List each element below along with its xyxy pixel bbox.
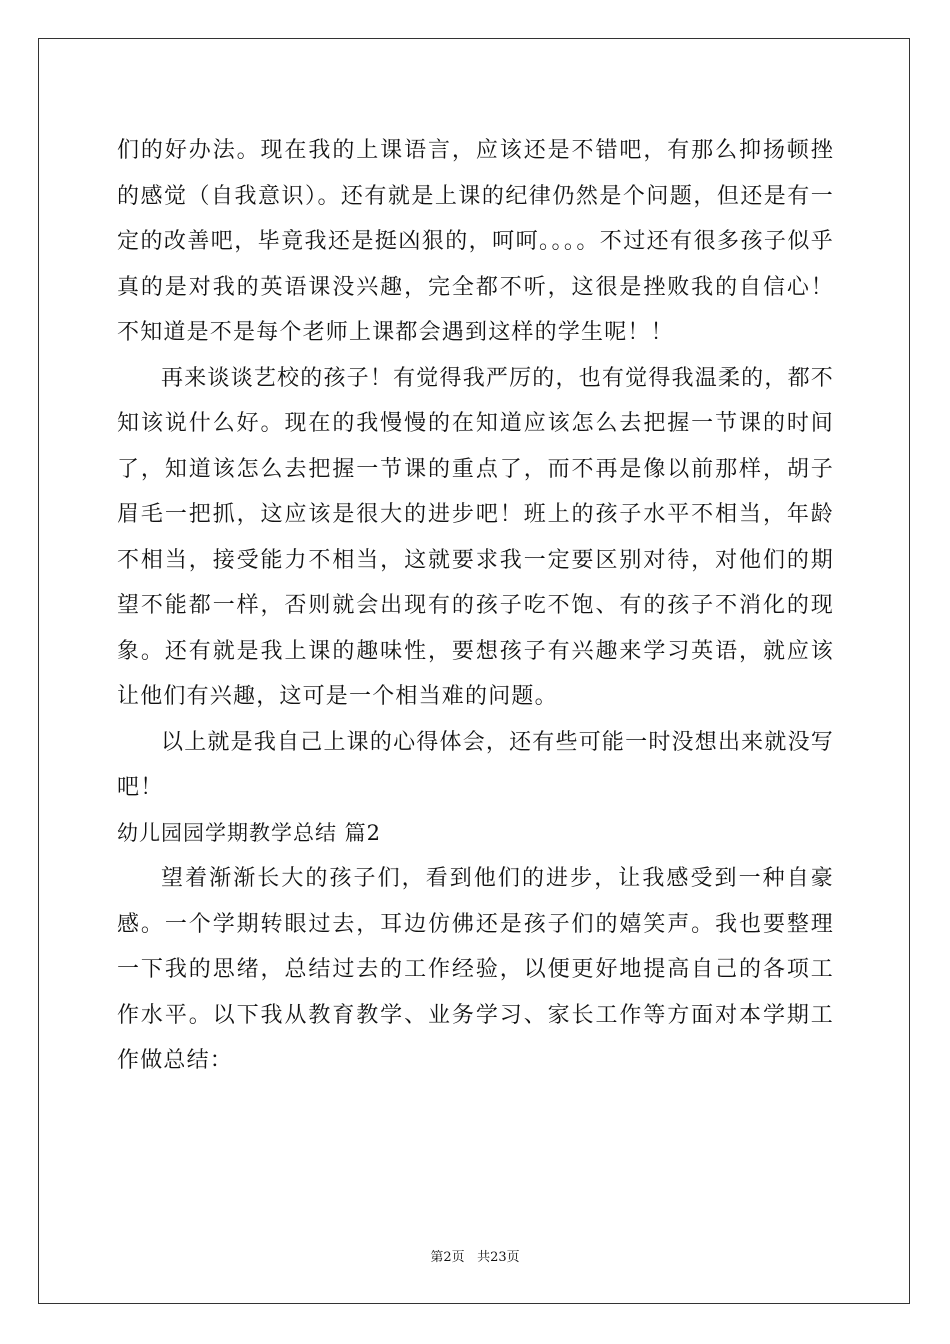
section-heading: 幼儿园园学期教学总结 篇2 [117, 820, 382, 845]
page-total: 共23页 [477, 1250, 520, 1265]
paragraph-3: 以上就是我自己上课的心得体会，还有些可能一时没想出来就没写吧！ [117, 729, 834, 800]
document-body [117, 128, 834, 1084]
page-number: 第2页 [430, 1250, 465, 1265]
paragraph-2: 再来谈谈艺校的孩子！有觉得我严厉的，也有觉得我温柔的，都不知该说什么好。现在的我慢慢的在知道应该怎么去把握一节课的时间了，知道该怎么去把握一节课的重点了，而不再是像以前那样，胡子眉毛一把抓，这应该是很大的进步吧！班上的孩子水平不相当，年龄不相当，接受能力不相当，这就要求我一定要区别对待，对他们的期望不能都一样，否则就会出现有的孩子吃不饱、有的孩子不消化的现象。还有就是我上课的趣味性，要想孩子有兴趣来学习英语，就应该让他们有兴趣，这可是一个相当难的问题。 [117, 365, 834, 709]
paragraph-4: 望着渐渐长大的孩子们，看到他们的进步，让我感受到一种自豪感。一个学期转眼过去，耳边仿佛还是孩子们的嬉笑声。我也要整理一下我的思绪，总结过去的工作经验，以便更好地提高自己的各项工作水平。以下我从教育教学、业务学习、家长工作等方面对本学期工作做总结： [117, 866, 834, 1073]
page-footer [0, 1246, 950, 1265]
paragraph-1: 们的好办法。现在我的上课语言，应该还是不错吧，有那么抑扬顿挫的感觉（自我意识）。还有就是上课的纪律仍然是个问题，但还是有一定的改善吧，毕竟我还是挺凶狠的，呵呵。。。。不过还有很多孩子似乎真的是对我的英语课没兴趣，完全都不听，这很是挫败我的自信心！不知道是不是每个老师上课都会遇到这样的学生呢！！ [117, 138, 834, 345]
